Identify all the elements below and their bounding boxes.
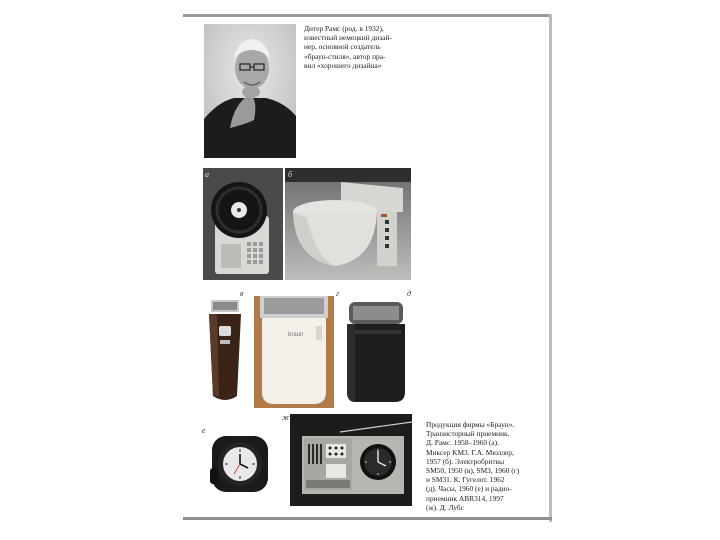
page-right-border [549,14,552,522]
white-shaver-photo [254,296,334,408]
caption-line: Продукция фирмы «Браун». [426,420,515,429]
electric-shaver-photo [203,296,247,408]
portrait-caption [304,24,422,70]
caption-line: SM50, 1950 (в), SM3, 1960 (г) [426,466,520,476]
caption-line: 1957 (б). Электробритвы [426,456,505,466]
brand-logo: braun [288,332,304,338]
portrait-photo [204,24,296,158]
label-v: в [240,289,244,298]
caption-line: Миксер KM3. Г.А. Мюллер, [426,447,514,457]
caption-line: приемник ABR314, 1997 [426,493,504,503]
caption-line: нер, основной создатель [304,42,381,52]
transistor-radio-photo [203,168,283,280]
food-mixer-photo [285,168,411,280]
caption-line: и SM31. К. Гугелот. 1962 [426,475,505,485]
caption-line: Дитер Рамс (род. в 1932), [304,24,384,33]
label-a: а [205,170,209,179]
caption-line: известный немецкий дизай- [304,33,392,43]
label-zh: ж [282,413,290,422]
caption-line: вил «хорошего дизайна» [304,60,382,70]
label-b: б [288,170,293,179]
caption-line: (ж). Д. Лубс [426,502,464,512]
page-bottom-border [183,517,552,520]
black-shaver-photo [341,298,411,408]
caption-line: (д). Часы, 1960 (е) и радио- [426,484,512,494]
label-d: д [407,289,412,298]
caption-line: Транзисторный приемник. [426,429,510,439]
caption-line: «браун-стиля», автор пра- [304,51,386,61]
alarm-clock-photo [210,428,270,500]
products-caption [426,420,544,512]
page-top-border [183,14,552,17]
label-g: г [336,289,340,298]
caption-line: Д. Рамс. 1958–1960 (а). [426,438,499,448]
label-e: е [202,426,206,435]
clock-radio-photo [290,414,412,506]
